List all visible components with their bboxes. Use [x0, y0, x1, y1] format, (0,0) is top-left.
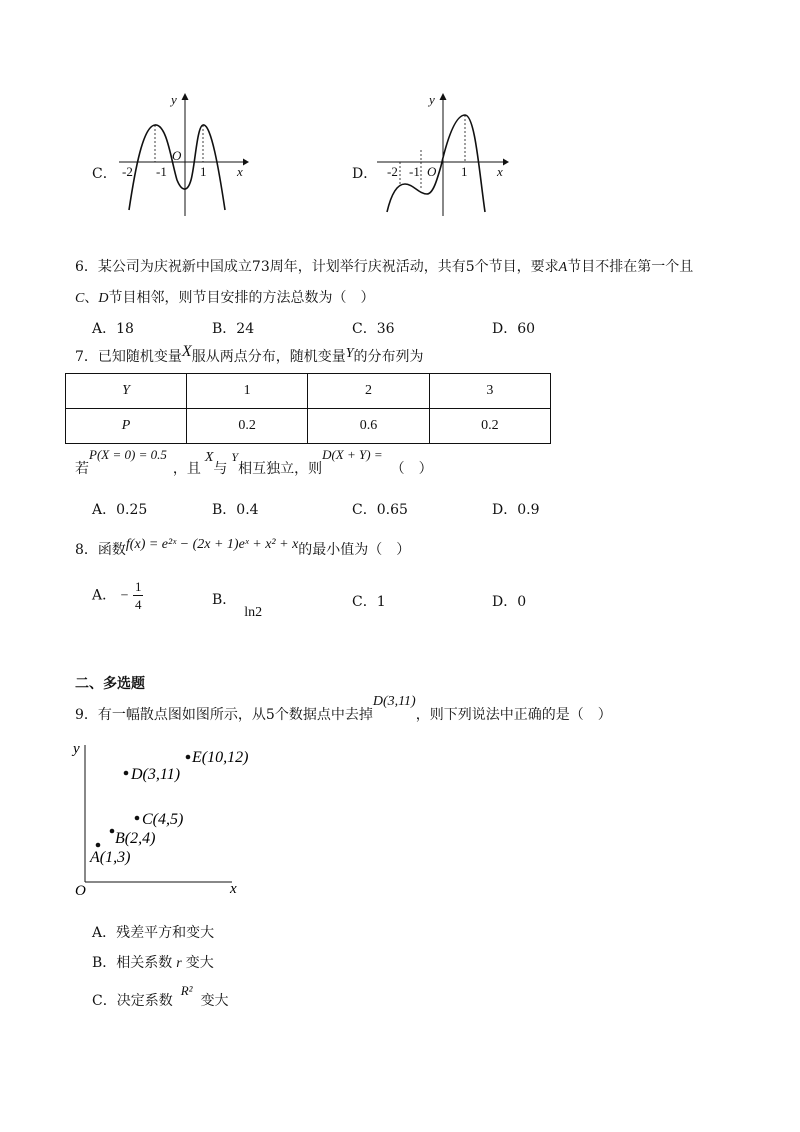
q7-intro-text: 7．已知随机变量: [75, 349, 182, 365]
q7-cond-y: Y: [231, 450, 239, 464]
q9-option-b-pre: B．相关系数: [92, 955, 173, 971]
q5-option-c-label: C．: [92, 166, 117, 182]
graph-c-origin: O: [172, 148, 182, 163]
q7-cond-expr: P(X = 0) = 0.5: [89, 447, 167, 462]
q7-option-a[interactable]: A．0.25: [92, 502, 148, 518]
q9-stem: [75, 692, 612, 722]
q6-line2: [75, 287, 374, 307]
q7-cond-and: ，且: [172, 461, 201, 477]
q6-var-c: C: [75, 291, 85, 306]
graph-c-tick-1: 1: [200, 164, 207, 179]
scatter-point-b: [110, 829, 115, 834]
q7-end-text: 的分布列为: [353, 349, 424, 365]
table-cell: 1: [187, 374, 308, 409]
graph-d-x-arrow: [503, 159, 509, 166]
q8-option-a-label: A．: [92, 587, 117, 604]
table-header-y: Y: [66, 374, 187, 409]
scatter-origin: O: [75, 883, 86, 899]
scatter-x-label: x: [230, 881, 237, 897]
scatter-point-e: [186, 755, 191, 760]
q7-option-c[interactable]: C．0.65: [352, 502, 408, 518]
q6-var-a: A: [558, 260, 568, 275]
graph-d-tick-neg2: -2: [387, 164, 398, 179]
fraction-numerator: 1: [134, 579, 142, 594]
q5-graph-c: [115, 90, 250, 220]
q7-option-d[interactable]: D．0.9: [492, 502, 540, 518]
q8-option-c[interactable]: C．1: [352, 594, 386, 610]
graph-c-x-arrow: [243, 159, 249, 166]
scatter-point-c: [135, 816, 140, 821]
q6-option-d[interactable]: D．60: [492, 321, 536, 337]
q8-function: f(x) = e²ˣ − (2x + 1)eˣ + x² + x: [125, 537, 299, 552]
q9-end: ，则下列说法中正确的是（ ）: [415, 707, 612, 723]
q8-option-b[interactable]: [212, 591, 263, 620]
fraction-denominator: 4: [134, 597, 142, 612]
q6-sep: 、: [84, 290, 99, 306]
q8-stem: [75, 533, 411, 558]
table-cell: 0.6: [308, 409, 429, 444]
q7-distribution-table: [65, 373, 551, 444]
q5-graph-d: [373, 90, 513, 220]
q9-option-c-pre: C．决定系数: [92, 993, 173, 1009]
q9-scatter-plot: [70, 735, 270, 900]
q6-option-c[interactable]: C．36: [352, 321, 395, 337]
graph-d-tick-1: 1: [461, 164, 468, 179]
q7-var-y: Y: [345, 346, 354, 361]
q6-line1: [75, 256, 693, 276]
q6-option-b[interactable]: B．24: [212, 321, 255, 337]
q7-mid-text: 服从两点分布，随机变量: [191, 349, 346, 365]
q5-option-d-label: D．: [352, 166, 378, 182]
q8-option-a[interactable]: [92, 580, 143, 611]
graph-d-x-label: x: [497, 164, 503, 179]
scatter-label-d: D(3,11): [131, 766, 181, 783]
table-header-p: P: [66, 409, 187, 444]
graph-c-x-label: x: [237, 164, 243, 179]
q8-option-a-sign: −: [120, 588, 129, 604]
q7-option-b[interactable]: B．0.4: [212, 502, 259, 518]
q7-cond-indep: 相互独立，则: [238, 461, 323, 477]
q7-cond-with: 与: [213, 461, 228, 477]
graph-c-tick-neg2: -2: [122, 164, 133, 179]
q9-option-a[interactable]: A．残差平方和变大: [92, 925, 215, 941]
graph-d-origin: O: [427, 164, 437, 179]
scatter-point-d: [124, 771, 129, 776]
scatter-label-a: A(1,3): [90, 849, 131, 866]
q7-condition: [75, 447, 433, 480]
q9-option-b-post: 变大: [185, 955, 214, 971]
table-cell: 2: [308, 374, 429, 409]
graph-c-curve: [129, 125, 225, 210]
q7-cond-paren: （ ）: [390, 461, 433, 477]
q6-text-end: 节目不排在第一个且: [567, 259, 694, 275]
q6-text-start: 6．某公司为庆祝新中国成立73周年，计划举行庆祝活动，共有5个节目，要求: [75, 259, 559, 275]
q9-intro: 9．有一幅散点图如图所示，从5个数据点中去掉: [75, 707, 373, 723]
q8-intro: 8．函数: [75, 542, 126, 558]
table-cell: 3: [429, 374, 550, 409]
q8-option-b-value: ln2: [244, 605, 263, 620]
graph-c-y-arrow: [182, 93, 189, 100]
q9-option-c-post: 变大: [200, 993, 229, 1009]
graph-c-y-label: y: [171, 92, 177, 107]
graph-c-tick-neg1: -1: [156, 164, 167, 179]
q9-point: D(3,11): [372, 694, 416, 709]
table-row: [66, 374, 551, 409]
q9-option-b[interactable]: [92, 952, 214, 972]
graph-d-y-label: y: [429, 92, 435, 107]
q6-option-a[interactable]: A．18: [92, 321, 134, 337]
table-row: [66, 409, 551, 444]
q7-cond-d: D(X + Y) =: [322, 447, 383, 462]
q7-var-x: X: [181, 343, 192, 360]
table-cell: 0.2: [429, 409, 550, 444]
q8-option-a-fraction: [133, 580, 144, 611]
q8-option-d[interactable]: D．0: [492, 594, 527, 610]
scatter-point-a: [96, 843, 101, 848]
q6-line2-end: 节目相邻，则节目安排的方法总数为（ ）: [108, 290, 375, 306]
graph-d-tick-neg1: -1: [409, 164, 420, 179]
q8-option-b-label: B．: [212, 592, 237, 608]
q7-cond-prefix: 若: [75, 461, 89, 477]
q6-var-d: D: [98, 291, 109, 306]
graph-d-y-arrow: [440, 93, 447, 100]
scatter-label-b: B(2,4): [115, 830, 156, 847]
q9-option-c-var: R²: [180, 983, 193, 998]
scatter-label-c: C(4,5): [142, 811, 184, 828]
q9-option-b-var: r: [176, 956, 182, 971]
q8-end: 的最小值为（ ）: [298, 542, 411, 558]
table-cell: 0.2: [187, 409, 308, 444]
q7-intro: [75, 343, 424, 366]
scatter-y-label: y: [73, 741, 80, 757]
q9-option-c[interactable]: [92, 980, 229, 1012]
scatter-label-e: E(10,12): [192, 749, 249, 766]
q7-cond-x: X: [204, 450, 214, 465]
section-title: 二、多选题: [75, 676, 145, 692]
